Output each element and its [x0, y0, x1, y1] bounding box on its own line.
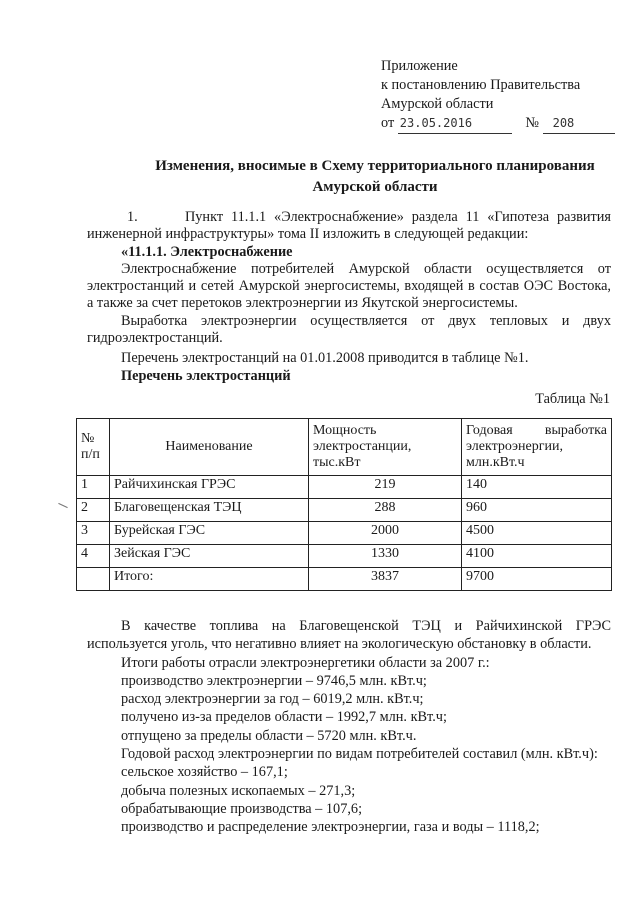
number-prefix: №	[525, 115, 540, 131]
row-capacity: 1330	[309, 545, 462, 568]
header-capacity: Мощность электростанции, тыс.кВт	[309, 419, 462, 476]
total-output: 9700	[462, 568, 612, 591]
paragraph-supply: Электроснабжение потребителей Амурской области осуществляется от электростанций и сетей Амурской энергосистемы, входящей в состав ОЭС Востока, а также за счет перетоков электроэнергии из Якутской энергосистемы.	[87, 260, 611, 312]
result-item: получено из-за пределов области – 1992,7 млн. кВт.ч;	[121, 709, 447, 726]
approval-line-1: Приложение	[381, 58, 458, 74]
row-no: 1	[77, 476, 110, 499]
header-output: Годовая выработка электроэнергии, млн.кВт.ч	[462, 419, 612, 476]
table-total-row	[77, 568, 612, 591]
table-caption: Таблица №1	[535, 391, 610, 407]
result-item: расход электроэнергии за год – 6019,2 млн. кВт.ч;	[121, 691, 424, 708]
row-name: Зейская ГЭС	[110, 545, 309, 568]
total-capacity: 3837	[309, 568, 462, 591]
results-heading: Итоги работы отрасли электроэнергетики области за 2007 г.:	[121, 654, 490, 671]
title-line-1: Изменения, вносимые в Схему территориального планирования	[155, 158, 595, 174]
intro-paragraph: 1. Пункт 11.1.1 «Электроснабжение» раздела 11 «Гипотеза развития инженерной инфраструктуры» тома II изложить в следующей редакции:	[87, 209, 615, 243]
row-name: Райчихинская ГРЭС	[110, 476, 309, 499]
result-item: отпущено за пределы области – 5720 млн. кВт.ч.	[121, 727, 417, 744]
stations-table	[76, 418, 612, 591]
approval-date-line	[381, 114, 615, 134]
row-name: Благовещенская ТЭЦ	[110, 499, 309, 522]
paragraph-table-ref: Перечень электростанций на 01.01.2008 приводится в таблице №1.	[121, 350, 529, 367]
table-row	[77, 476, 612, 499]
row-output: 4100	[462, 545, 612, 568]
fuel-paragraph: В качестве топлива на Благовещенской ТЭЦ и Райчихинской ГРЭС используется уголь, что негативно влияет на экологическую обстановку в области.	[87, 618, 611, 653]
consumption-item: сельское хозяйство – 167,1;	[121, 764, 288, 781]
section-heading: «11.1.1. Электроснабжение	[121, 243, 293, 260]
row-output: 4500	[462, 522, 612, 545]
row-name: Бурейская ГЭС	[110, 522, 309, 545]
date-value: 23.05.2016	[398, 114, 512, 134]
table-row	[77, 522, 612, 545]
approval-line-3: Амурской области	[381, 96, 494, 112]
number-value: 208	[543, 114, 615, 134]
document-body	[87, 209, 615, 385]
consumption-item: добыча полезных ископаемых – 271,3;	[121, 782, 356, 799]
consumption-item: обрабатывающие производства – 107,6;	[121, 800, 363, 817]
row-output: 960	[462, 499, 612, 522]
row-capacity: 219	[309, 476, 462, 499]
row-no: 2	[77, 499, 110, 522]
row-no: 4	[77, 545, 110, 568]
list-heading: Перечень электростанций	[121, 367, 291, 384]
row-output: 140	[462, 476, 612, 499]
total-no	[77, 568, 110, 591]
header-name: Наименование	[110, 419, 309, 476]
document-body-bottom	[87, 617, 611, 837]
table-row	[77, 499, 612, 522]
total-label: Итого:	[110, 568, 309, 591]
approval-block	[381, 57, 615, 134]
title-line-2: Амурской области	[312, 179, 438, 195]
margin-mark	[58, 503, 67, 508]
row-capacity: 288	[309, 499, 462, 522]
table-header-row	[77, 419, 612, 476]
header-no: № п/п	[77, 419, 110, 476]
result-item: производство электроэнергии – 9746,5 млн. кВт.ч;	[121, 672, 427, 689]
consumption-item: производство и распределение электроэнергии, газа и воды – 1118,2;	[121, 819, 540, 836]
document-title	[140, 156, 610, 198]
approval-line-2: к постановлению Правительства	[381, 77, 581, 93]
row-no: 3	[77, 522, 110, 545]
consumption-paragraph: Годовой расход электроэнергии по видам потребителей составил (млн. кВт.ч):	[121, 746, 598, 763]
date-prefix: от	[381, 115, 395, 131]
row-capacity: 2000	[309, 522, 462, 545]
paragraph-generation: Выработка электроэнергии осуществляется от двух тепловых и двух гидроэлектростанций.	[87, 312, 611, 347]
table-row	[77, 545, 612, 568]
